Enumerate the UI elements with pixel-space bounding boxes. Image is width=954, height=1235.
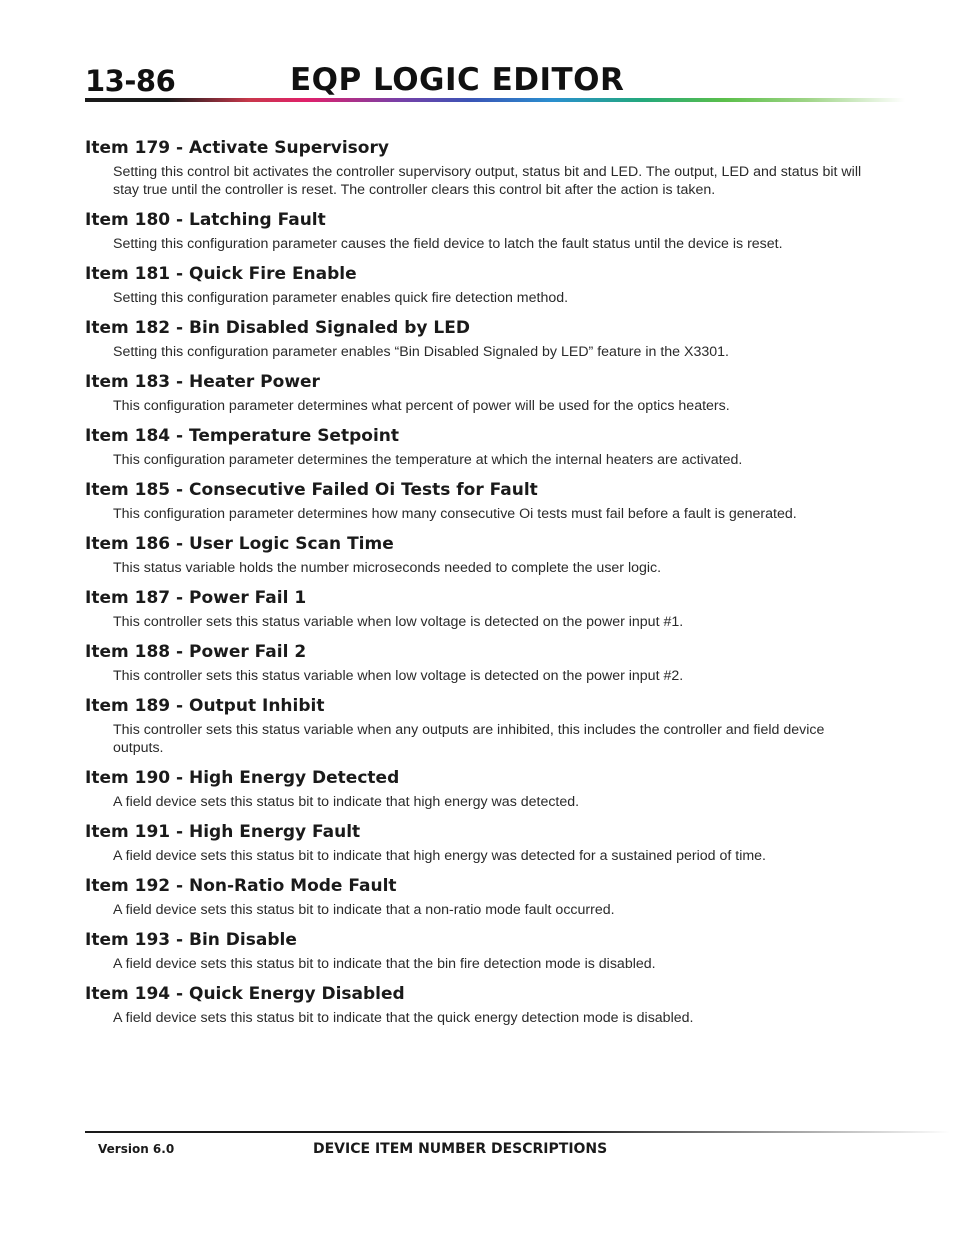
item-description: A field device sets this status bit to indicate that high energy was detected. [113,794,580,810]
item-186 [85,532,875,577]
item-description: This configuration parameter determines the temperature at which the internal heaters are activated. [113,452,743,468]
item-185 [85,478,875,523]
item-heading: Item 191 - High Energy Fault [85,822,361,842]
item-181 [85,262,875,307]
item-descriptions [85,136,875,1036]
item-description: This controller sets this status variable when low voltage is detected on the power input #1. [113,614,684,630]
item-189 [85,694,875,757]
item-description: A field device sets this status bit to indicate that the bin fire detection mode is disabled. [113,956,656,972]
item-heading: Item 185 - Consecutive Failed Oi Tests for Fault [85,480,538,500]
item-180 [85,208,875,253]
item-description: This status variable holds the number microseconds needed to complete the user logic. [113,560,662,576]
item-heading: Item 190 - High Energy Detected [85,768,400,788]
item-description: Setting this configuration parameter enables quick fire detection method. [113,290,569,306]
item-188 [85,640,875,685]
item-description: This configuration parameter determines how many consecutive Oi tests must fail before a fault is generated. [113,506,797,522]
item-heading: Item 179 - Activate Supervisory [85,138,389,158]
header-gradient-rule [85,98,905,102]
page-number: 13-86 [85,64,176,98]
page-header [85,60,905,105]
item-description: Setting this configuration parameter enables “Bin Disabled Signaled by LED” feature in the X3301. [113,344,729,360]
item-heading: Item 187 - Power Fail 1 [85,588,307,608]
item-description: Setting this configuration parameter causes the field device to latch the fault status until the device is reset. [113,236,783,252]
item-heading: Item 192 - Non-Ratio Mode Fault [85,876,397,896]
item-187 [85,586,875,631]
item-description: A field device sets this status bit to indicate that a non-ratio mode fault occurred. [113,902,615,918]
item-190 [85,766,875,811]
item-194 [85,982,875,1027]
item-192 [85,874,875,919]
item-193 [85,928,875,973]
item-description: A field device sets this status bit to indicate that the quick energy detection mode is disabled. [113,1010,694,1026]
chapter-title: EQP LOGIC EDITOR [290,62,625,98]
item-182 [85,316,875,361]
item-heading: Item 181 - Quick Fire Enable [85,264,357,284]
item-heading: Item 188 - Power Fail 2 [85,642,307,662]
item-heading: Item 184 - Temperature Setpoint [85,426,399,446]
item-heading: Item 182 - Bin Disabled Signaled by LED [85,318,470,338]
item-description: Setting this control bit activates the controller supervisory output, status bit and LED. The output, LED and status bit will stay true until the controller is reset. The controller clears this control bit after the action is taken. [113,164,862,198]
item-179 [85,136,875,199]
footer-section-title: DEVICE ITEM NUMBER DESCRIPTIONS [313,1141,608,1157]
item-184 [85,424,875,469]
footer-rule [85,1131,950,1133]
item-description: A field device sets this status bit to indicate that high energy was detected for a sustained period of time. [113,848,766,864]
footer-version: Version 6.0 [98,1142,175,1156]
item-heading: Item 186 - User Logic Scan Time [85,534,394,554]
item-heading: Item 189 - Output Inhibit [85,696,325,716]
item-description: This controller sets this status variable when low voltage is detected on the power input #2. [113,668,684,684]
item-heading: Item 183 - Heater Power [85,372,320,392]
item-heading: Item 193 - Bin Disable [85,930,297,950]
item-heading: Item 194 - Quick Energy Disabled [85,984,405,1004]
item-description: This configuration parameter determines what percent of power will be used for the optics heaters. [113,398,730,414]
item-heading: Item 180 - Latching Fault [85,210,326,230]
item-description: This controller sets this status variable when any outputs are inhibited, this includes the controller and field device outputs. [113,722,825,756]
item-183 [85,370,875,415]
item-191 [85,820,875,865]
